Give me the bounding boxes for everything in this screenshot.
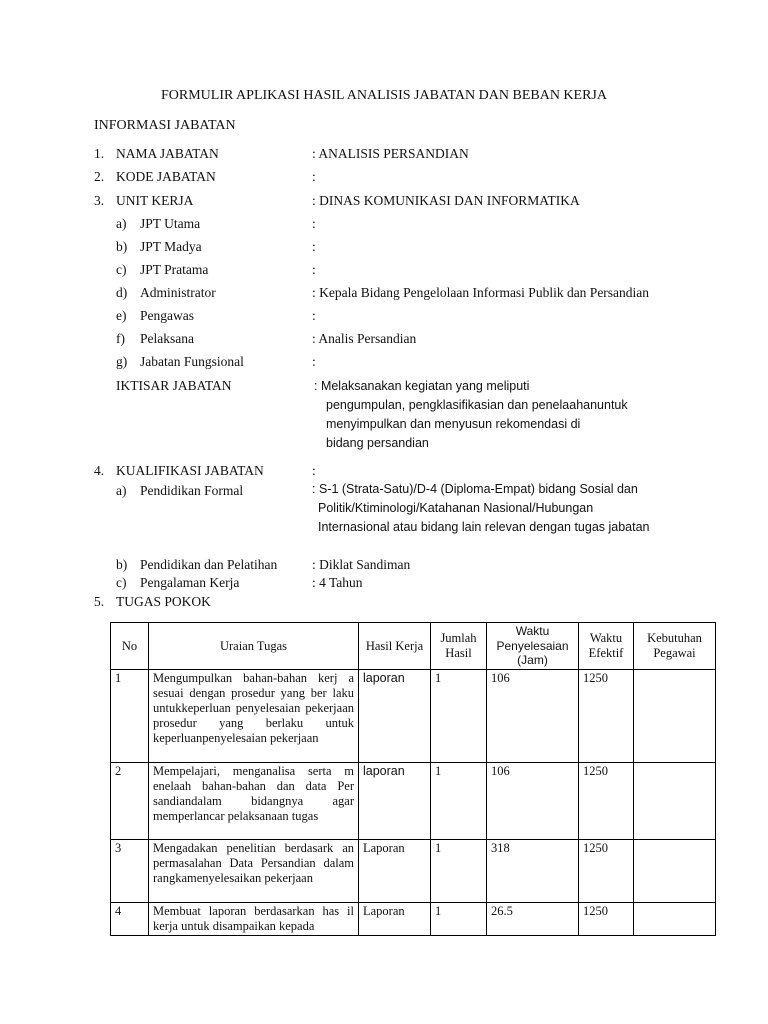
cell-efektif: 1250 — [579, 903, 634, 936]
kode-jabatan-row — [0, 169, 768, 189]
kualifikasi-row — [0, 463, 768, 483]
cell-uraian: Mengumpulkan bahan-bahan kerj a sesuai dengan prosedur yang ber laku untukkeperluan penyelesaian pekerjaan prosedur yang berlaku untuk keperluanpenyelesaian pekerjaan — [149, 670, 359, 763]
sub-letter: c) — [116, 262, 127, 277]
sub-letter: a) — [116, 483, 127, 498]
sub-letter: b) — [116, 239, 128, 254]
sub-value: : — [312, 262, 316, 277]
tugas-pokok-row — [0, 594, 768, 614]
sub-letter: c) — [116, 575, 127, 590]
informasi-jabatan-heading: INFORMASI JABATAN — [94, 118, 236, 133]
sub-label: Pengawas — [140, 308, 194, 323]
pengalaman-label: Pengalaman Kerja — [140, 575, 240, 590]
cell-waktu: 106 — [487, 763, 579, 840]
iktisar-line: pengumpulan, pengklasifikasian dan penelaahanuntuk — [326, 398, 628, 412]
unit-sub-row — [0, 285, 768, 305]
table-row — [111, 763, 716, 840]
cell-jumlah: 1 — [431, 840, 487, 903]
cell-hasil: Laporan — [359, 840, 431, 903]
form-title: FORMULIR APLIKASI HASIL ANALISIS JABATAN DAN BEBAN KERJA — [160, 88, 607, 103]
kualifikasi-value: : — [312, 463, 316, 478]
sub-letter: f) — [116, 331, 125, 346]
cell-no: 4 — [111, 903, 149, 936]
cell-uraian: Mengadakan penelitian berdasark an permasalahan Data Persandian dalam rangkamenyelesaikan pekerjaan — [149, 840, 359, 903]
cell-efektif: 1250 — [579, 763, 634, 840]
tugas-table — [110, 622, 716, 936]
iktisar-label: IKTISAR JABATAN — [116, 378, 232, 393]
item-number: 5. — [94, 594, 105, 609]
cell-hasil: laporan — [359, 763, 431, 840]
tugas-pokok-label: TUGAS POKOK — [116, 594, 211, 609]
cell-no: 2 — [111, 763, 149, 840]
unit-kerja-row — [0, 193, 768, 213]
item-number: 3. — [94, 193, 105, 208]
kode-jabatan-label: KODE JABATAN — [116, 169, 216, 184]
pelatihan-label: Pendidikan dan Pelatihan — [140, 557, 278, 572]
pendidikan-line: Internasional atau bidang lain relevan dengan tugas jabatan — [318, 520, 650, 534]
sub-letter: a) — [116, 216, 127, 231]
sub-label: JPT Utama — [140, 216, 201, 231]
item-number: 4. — [94, 463, 105, 478]
header-waktu-penyelesaian: Waktu Penyelesaian (Jam) — [487, 623, 579, 670]
header-uraian: Uraian Tugas — [149, 623, 359, 670]
iktisar-line: bidang persandian — [326, 436, 429, 450]
sub-letter: e) — [116, 308, 127, 323]
unit-kerja-value: : DINAS KOMUNIKASI DAN INFORMATIKA — [312, 193, 580, 208]
header-hasil: Hasil Kerja — [359, 623, 431, 670]
cell-jumlah: 1 — [431, 903, 487, 936]
cell-hasil: laporan — [359, 670, 431, 763]
cell-uraian: Membuat laporan berdasarkan has il kerja untuk disampaikan kepada — [149, 903, 359, 936]
cell-jumlah: 1 — [431, 763, 487, 840]
cell-kebutuhan — [634, 840, 716, 903]
sub-letter: b) — [116, 557, 128, 572]
sub-letter: g) — [116, 354, 128, 369]
pendidikan-line: Politik/Ktiminologi/Katahanan Nasional/Hubungan — [318, 501, 594, 515]
header-no: No — [111, 623, 149, 670]
kualifikasi-label: KUALIFIKASI JABATAN — [116, 463, 264, 478]
pendidikan-line: : S-1 (Strata-Satu)/D-4 (Diploma-Empat) bidang Sosial dan — [312, 482, 638, 496]
unit-sub-row — [0, 239, 768, 259]
unit-kerja-label: UNIT KERJA — [116, 193, 194, 208]
cell-kebutuhan — [634, 670, 716, 763]
cell-no: 3 — [111, 840, 149, 903]
nama-jabatan-label: NAMA JABATAN — [116, 146, 219, 161]
sub-letter: d) — [116, 285, 128, 300]
cell-jumlah: 1 — [431, 670, 487, 763]
cell-waktu: 318 — [487, 840, 579, 903]
cell-no: 1 — [111, 670, 149, 763]
sub-label: Jabatan Fungsional — [140, 354, 244, 369]
pelatihan-value: : Diklat Sandiman — [312, 557, 411, 572]
unit-sub-row — [0, 308, 768, 328]
unit-sub-row — [0, 331, 768, 351]
pengalaman-value: : 4 Tahun — [312, 575, 363, 590]
pendidikan-formal-text — [312, 482, 650, 539]
sub-value: : — [312, 216, 316, 231]
sub-value: : Analis Persandian — [312, 331, 417, 346]
cell-waktu: 106 — [487, 670, 579, 763]
header-jumlah: Jumlah Hasil — [431, 623, 487, 670]
sub-label: JPT Pratama — [140, 262, 209, 277]
table-row — [111, 903, 716, 936]
sub-label: JPT Madya — [140, 239, 202, 254]
cell-kebutuhan — [634, 903, 716, 936]
item-number: 1. — [94, 146, 105, 161]
cell-uraian: Mempelajari, menganalisa serta m enelaah bahan-bahan dan data Per sandiandalam bidangnya agar memperlancar pelaksanaan tugas — [149, 763, 359, 840]
iktisar-line: menyimpulkan dan menyusun rekomendasi di — [326, 417, 581, 431]
iktisar-text — [314, 379, 628, 455]
unit-sub-row — [0, 262, 768, 282]
header-kebutuhan: Kebutuhan Pegawai — [634, 623, 716, 670]
iktisar-line: : Melaksanakan kegiatan yang meliputi — [314, 379, 530, 393]
table-header-row — [111, 623, 716, 670]
sub-value: : — [312, 308, 316, 323]
sub-label: Pelaksana — [140, 331, 194, 346]
sub-value: : — [312, 239, 316, 254]
sub-value: : Kepala Bidang Pengelolaan Informasi Publik dan Persandian — [312, 285, 650, 300]
item-number: 2. — [94, 169, 105, 184]
pendidikan-formal-label: Pendidikan Formal — [140, 483, 244, 498]
cell-hasil: Laporan — [359, 903, 431, 936]
sub-label: Administrator — [140, 285, 216, 300]
cell-efektif: 1250 — [579, 840, 634, 903]
table-row — [111, 670, 716, 763]
cell-waktu: 26.5 — [487, 903, 579, 936]
nama-jabatan-value: : ANALISIS PERSANDIAN — [312, 146, 469, 161]
cell-efektif: 1250 — [579, 670, 634, 763]
pelatihan-row — [0, 557, 768, 577]
kode-jabatan-value: : — [312, 169, 316, 184]
sub-value: : — [312, 354, 316, 369]
pengalaman-row — [0, 575, 768, 595]
unit-sub-row — [0, 216, 768, 236]
table-row — [111, 840, 716, 903]
unit-sub-row — [0, 354, 768, 374]
cell-kebutuhan — [634, 763, 716, 840]
header-waktu-efektif: Waktu Efektif — [579, 623, 634, 670]
nama-jabatan-row — [0, 146, 768, 166]
